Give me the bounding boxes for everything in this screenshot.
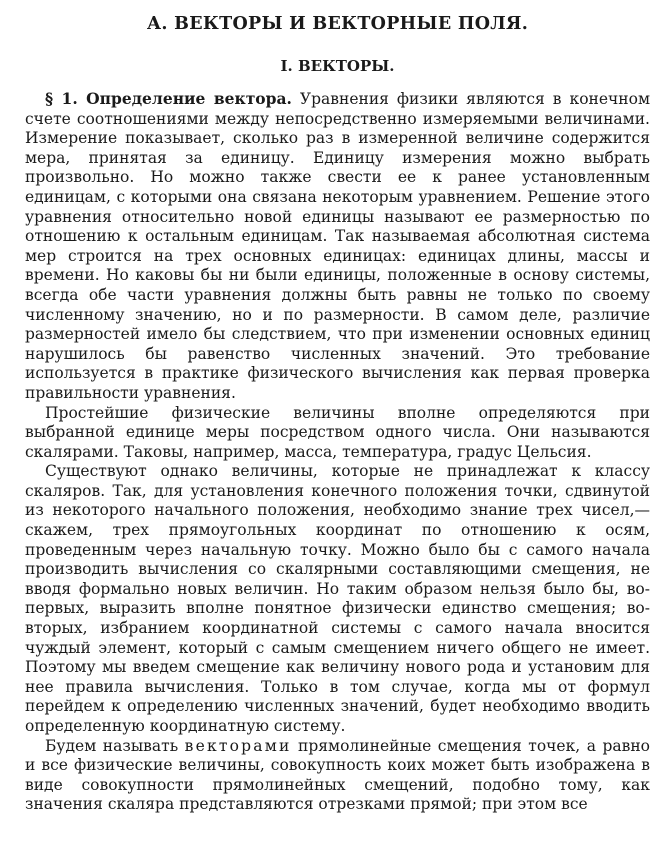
section-title: I. ВЕКТОРЫ. [280, 57, 395, 75]
spaced-term: векторами [184, 736, 292, 755]
paragraph-text: Будем называть [45, 736, 185, 755]
paragraph-lead: § 1. Определение вектора. [45, 89, 292, 108]
paragraph-definition [25, 89, 650, 404]
chapter-title: А. ВЕКТОРЫ И ВЕКТОРНЫЕ ПОЛЯ. [146, 14, 529, 34]
book-page [25, 14, 650, 815]
paragraph-scalars: Простейшие физические величины вполне определяются при выбранной единице меры посредством одного числа. Они называются скалярами. Таковы, например, масса, температура, градус Цельсия. [25, 403, 650, 461]
paragraph-text: прямолинейные смещения точек, а равно и все физические величины, совокупность коих может быть изображена в виде совокупности прямолинейных смещений, подобно тому, как значения скаляра представляются отрезками прямой; при этом все [25, 736, 650, 814]
paragraph-text: Уравнения физики являются в конечном счете соотношениями между непосредственно измеряемыми величинами. Измерение показывает, сколько раз в измеренной величине содержится мера, принятая за единицу. Единицу измерения можно выбрать произвольно. Но можно также свести ее к ранее установленным единицам, с которыми она связана некоторым уравнением. Решение этого уравнения относительно новой единицы называют ее размерностью по отношению к остальным единицам. Так называемая абсолютная система мер строится на трех основных единицах: единицах длины, массы и времени. Но каковы бы ни были единицы, положенные в основу системы, всегда обе части уравнения должны быть равны не только по своему численному значению, но и по размерности. В самом деле, различие размерностей имело бы следствием, что при изменении основных единиц нарушилось бы равенство численных значений. Это требование используется в практике физического вычисления как первая проверка правильности уравнения. [25, 90, 650, 402]
paragraph-displacement: Существуют однако величины, которые не принадлежат к классу скаляров. Так, для установления конечного положения точки, сдвинутой из некоторого начального положения, необходимо знание трех чисел,—скажем, трех прямоугольных координат по отношению к осям, проведенным через начальную точку. Можно было бы с самого начала производить вычисления со скалярными составляющими смещения, не вводя формально новых величин. Но таким образом нельзя было бы, во-первых, выразить вполне понятное физически единство смещения; во-вторых, избранием координатной системы с самого начала вносится чуждый элемент, который с самым смещением ничего общего не имеет. Поэтому мы введем смещение как величину нового рода и установим для нее правила вычисления. Только в том случае, когда мы от формул перейдем к определению численных значений, будет необходимо вводить определенную координатную систему. [25, 462, 650, 735]
paragraph-vectors [25, 737, 650, 815]
